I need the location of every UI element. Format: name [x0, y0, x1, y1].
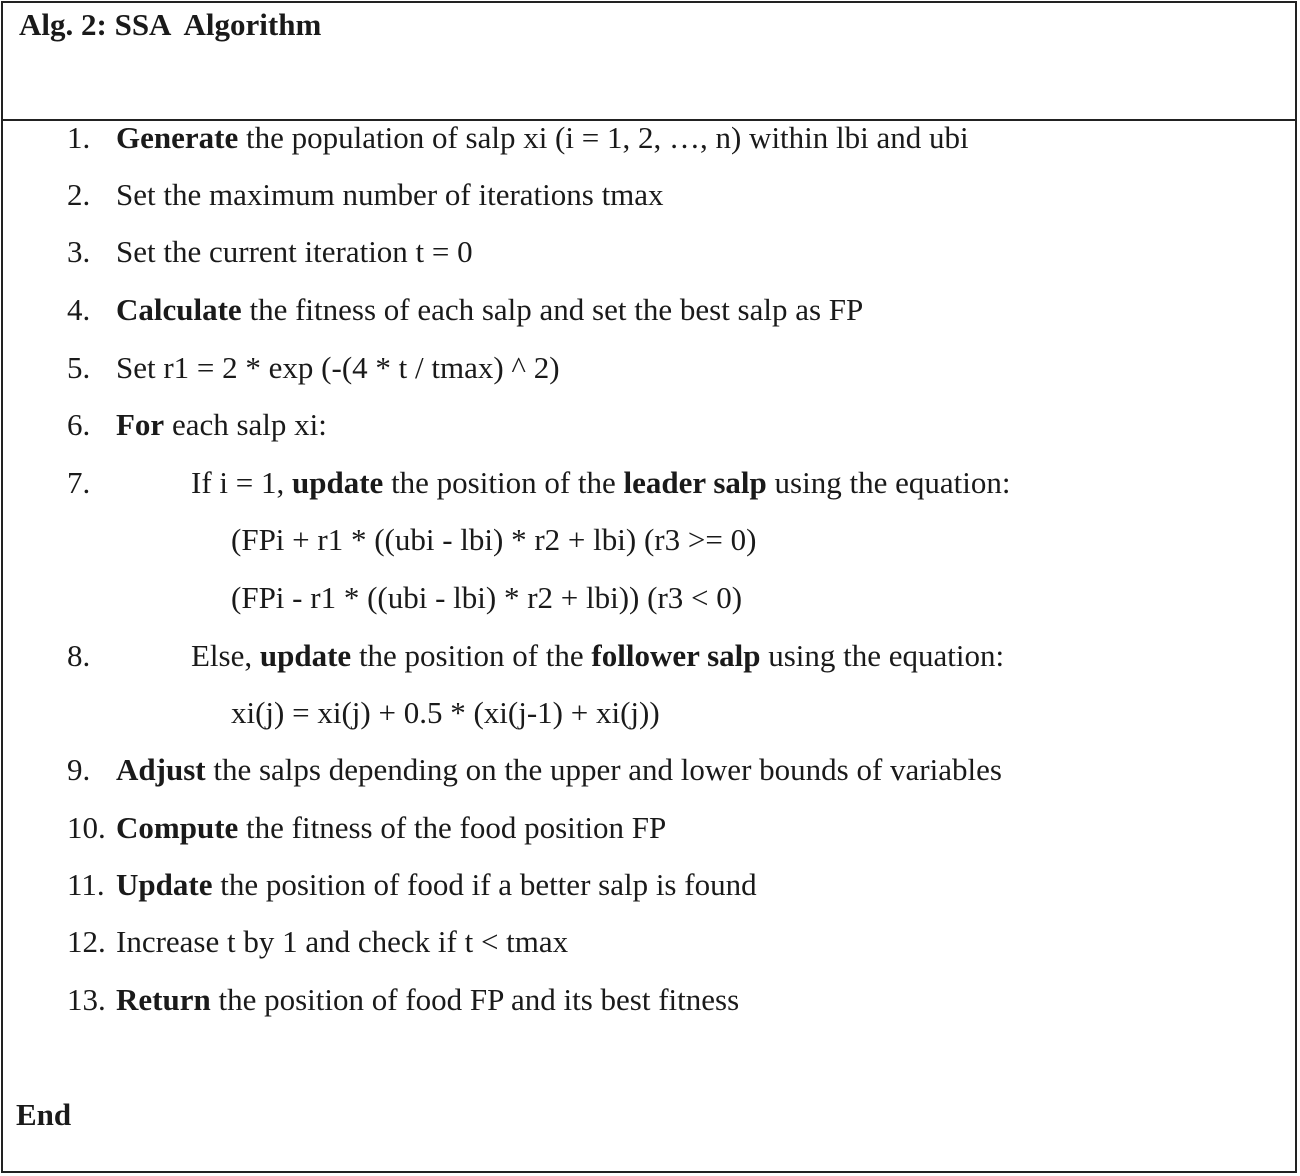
step-text [191, 636, 1004, 676]
step-text [116, 232, 473, 272]
step-text [116, 118, 969, 158]
step-text [116, 980, 739, 1020]
step-number: 8. [67, 638, 91, 673]
step-text [191, 463, 1010, 503]
step-text [116, 922, 568, 962]
keyword: Calculate [116, 292, 242, 327]
text-run: the position of the [383, 465, 624, 500]
text-run: If i = 1, [191, 465, 292, 500]
step-number: 2. [67, 177, 91, 212]
step-number: 4. [67, 292, 91, 327]
text-run: xi(j) = xi(j) + 0.5 * (xi(j-1) + xi(j)) [231, 695, 660, 730]
step-number: 11. [67, 867, 105, 902]
keyword: Update [116, 867, 213, 902]
step-text [116, 405, 327, 445]
text-run: (FPi - r1 * ((ubi - lbi) * r2 + lbi)) (r3 < 0) [231, 580, 743, 615]
keyword: Generate [116, 120, 239, 155]
end-label: End [16, 1097, 72, 1132]
step-number: 10. [67, 810, 106, 845]
step-text [116, 750, 1002, 790]
text-run: using the equation: [766, 465, 1011, 500]
keyword: For [116, 407, 165, 442]
step-number: 3. [67, 234, 91, 269]
keyword: follower salp [591, 638, 761, 673]
keyword: leader salp [623, 465, 767, 500]
equation-line [231, 520, 756, 560]
text-run: the position of food FP and its best fitness [210, 982, 740, 1017]
step-text [116, 175, 664, 215]
step-text [116, 290, 863, 330]
text-run: the salps depending on the upper and lower bounds of variables [205, 752, 1002, 787]
text-run: (FPi + r1 * ((ubi - lbi) * r2 + lbi) (r3 >= 0) [231, 522, 757, 557]
step-number: 13. [67, 982, 106, 1017]
text-run: the population of salp xi (i = 1, 2, …, n) within lbi and ubi [238, 120, 969, 155]
keyword: update [292, 465, 384, 500]
step-text [116, 348, 560, 388]
keyword: Compute [116, 810, 239, 845]
text-run: Else, [191, 638, 260, 673]
text-run: the position of food if a better salp is found [212, 867, 757, 902]
step-text [116, 808, 666, 848]
algorithm-title: Alg. 2: SSA Algorithm [19, 7, 322, 42]
step-number: 12. [67, 924, 106, 959]
text-run: the fitness of each salp and set the best salp as FP [241, 292, 864, 327]
step-number: 1. [67, 120, 91, 155]
keyword: Adjust [116, 752, 206, 787]
keyword: update [259, 638, 352, 673]
step-number: 7. [67, 465, 91, 500]
keyword: Return [116, 982, 211, 1017]
step-number: 9. [67, 752, 91, 787]
text-run: using the equation: [760, 638, 1005, 673]
text-run: Set r1 = 2 * exp (-(4 * t / tmax) ^ 2) [116, 350, 560, 385]
equation-line [231, 578, 742, 618]
text-run: Increase t by 1 and check if t < tmax [116, 924, 569, 959]
text-run: Set the current iteration t = 0 [116, 234, 473, 269]
text-run: Set the maximum number of iterations tmax [116, 177, 664, 212]
equation-line [231, 693, 660, 733]
step-number: 6. [67, 407, 91, 442]
step-number: 5. [67, 350, 91, 385]
step-text [116, 865, 757, 905]
text-run: the fitness of the food position FP [238, 810, 667, 845]
text-run: each salp xi: [164, 407, 327, 442]
text-run: the position of the [351, 638, 592, 673]
